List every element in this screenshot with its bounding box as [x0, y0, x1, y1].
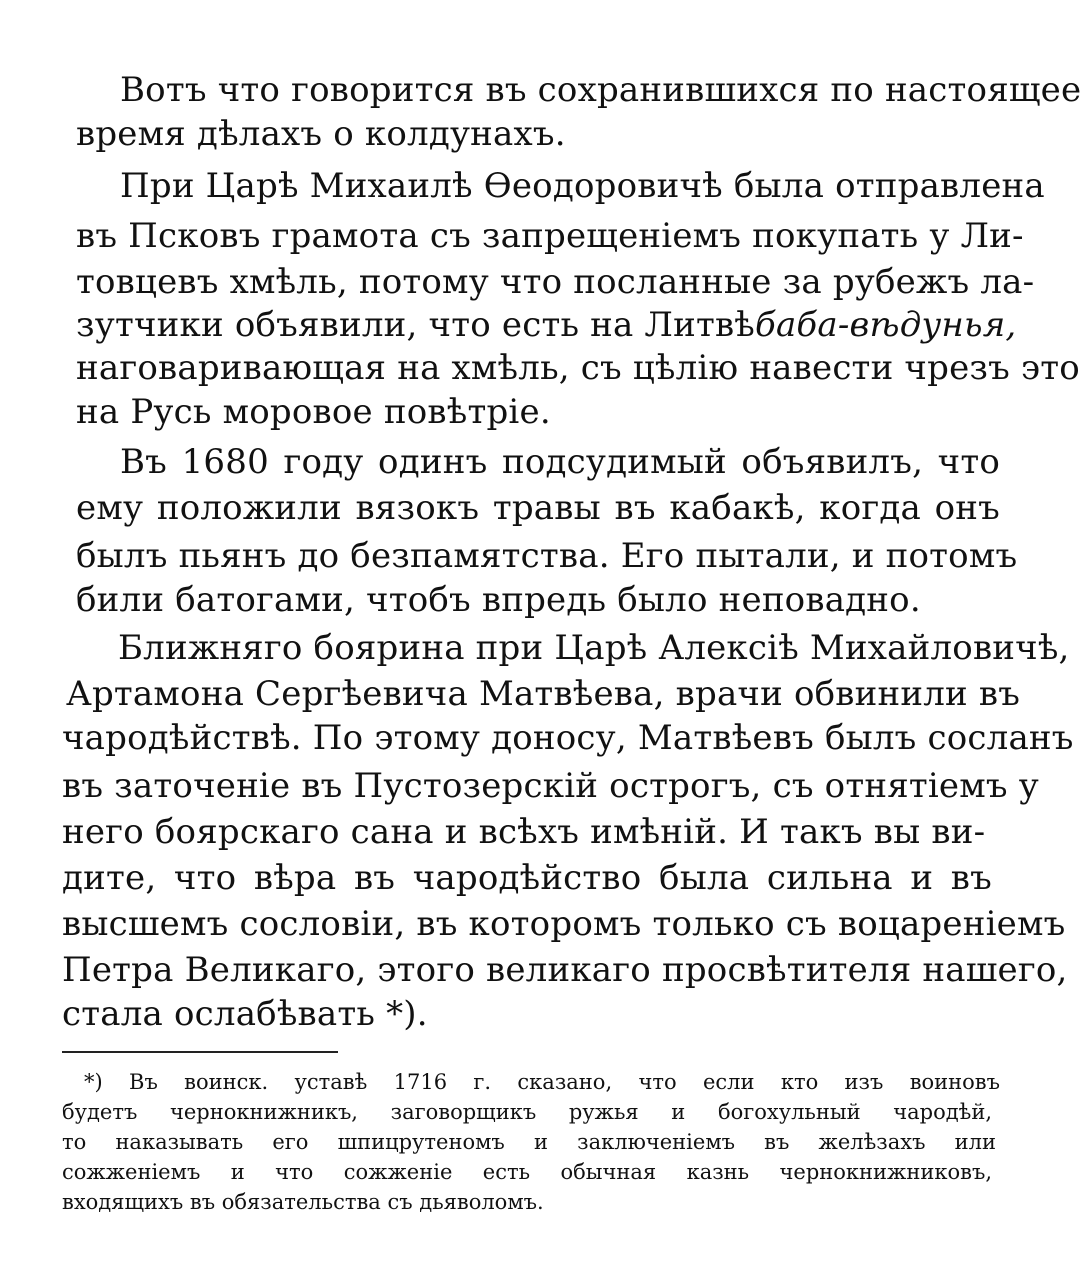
body-line: въ Псковъ грамота съ запрещеніемъ покупать у Ли-: [76, 216, 1024, 256]
body-line: Артамона Сергѣевича Матвѣева, врачи обвинили въ: [66, 674, 1021, 714]
body-line-text: зутчики объявили, что есть на Литвѣ: [76, 305, 755, 345]
body-line: былъ пьянъ до безпамятства. Его пытали, и потомъ: [76, 536, 1018, 576]
body-line-with-italic: [76, 305, 1017, 345]
footnote-line: будетъ чернокнижникъ, заговорщикъ ружья и богохульный чародѣй,: [62, 1100, 992, 1124]
body-line: въ заточеніе въ Пустозерскій острогъ, съ отнятіемъ у: [62, 766, 1039, 806]
footnote-divider: [62, 1051, 338, 1053]
body-line: дите, что вѣра въ чародѣйство была сильна и въ: [62, 858, 992, 898]
body-line: Вотъ что говорится въ сохранившихся по настоящее: [120, 70, 1081, 110]
body-line: него боярскаго сана и всѣхъ имѣній. И такъ вы ви-: [62, 812, 986, 852]
body-line: били батогами, чтобъ впредь было неповадно.: [76, 580, 921, 620]
footnote-line: то наказывать его шпицрутеномъ и заключеніемъ въ желѣзахъ или: [62, 1130, 996, 1154]
body-line: высшемъ сословіи, въ которомъ только съ воцареніемъ: [62, 904, 1066, 944]
footnote-line: *) Въ воинск. уставѣ 1716 г. сказано, что если кто изъ воиновъ: [84, 1070, 1000, 1094]
body-line: Въ 1680 году одинъ подсудимый объявилъ, что: [120, 442, 1000, 482]
body-line: ему положили вязокъ травы въ кабакѣ, когда онъ: [76, 488, 1000, 528]
footnote-line: входящихъ въ обязательства съ дьяволомъ.: [62, 1190, 544, 1214]
body-line: наговаривающая на хмѣль, съ цѣлію навести чрезъ это: [76, 348, 1080, 388]
italic-term: баба-вѣдунья,: [755, 305, 1017, 345]
body-line: чародѣйствѣ. По этому доносу, Матвѣевъ былъ сосланъ: [62, 718, 1074, 758]
body-line: время дѣлахъ о колдунахъ.: [76, 114, 566, 154]
body-line: Ближняго боярина при Царѣ Алексіѣ Михайловичѣ,: [118, 628, 1070, 668]
body-line: Петра Великаго, этого великаго просвѣтителя нашего,: [62, 950, 1068, 990]
body-line: стала ослабѣвать *).: [62, 994, 428, 1034]
body-line: на Русь моровое повѣтріе.: [76, 392, 551, 432]
body-line: При Царѣ Михаилѣ Ѳеодоровичѣ была отправлена: [120, 166, 1045, 206]
body-line: товцевъ хмѣль, потому что посланные за рубежъ ла-: [76, 262, 1035, 302]
footnote-line: сожженіемъ и что сожженіе есть обычная казнь чернокнижниковъ,: [62, 1160, 992, 1184]
